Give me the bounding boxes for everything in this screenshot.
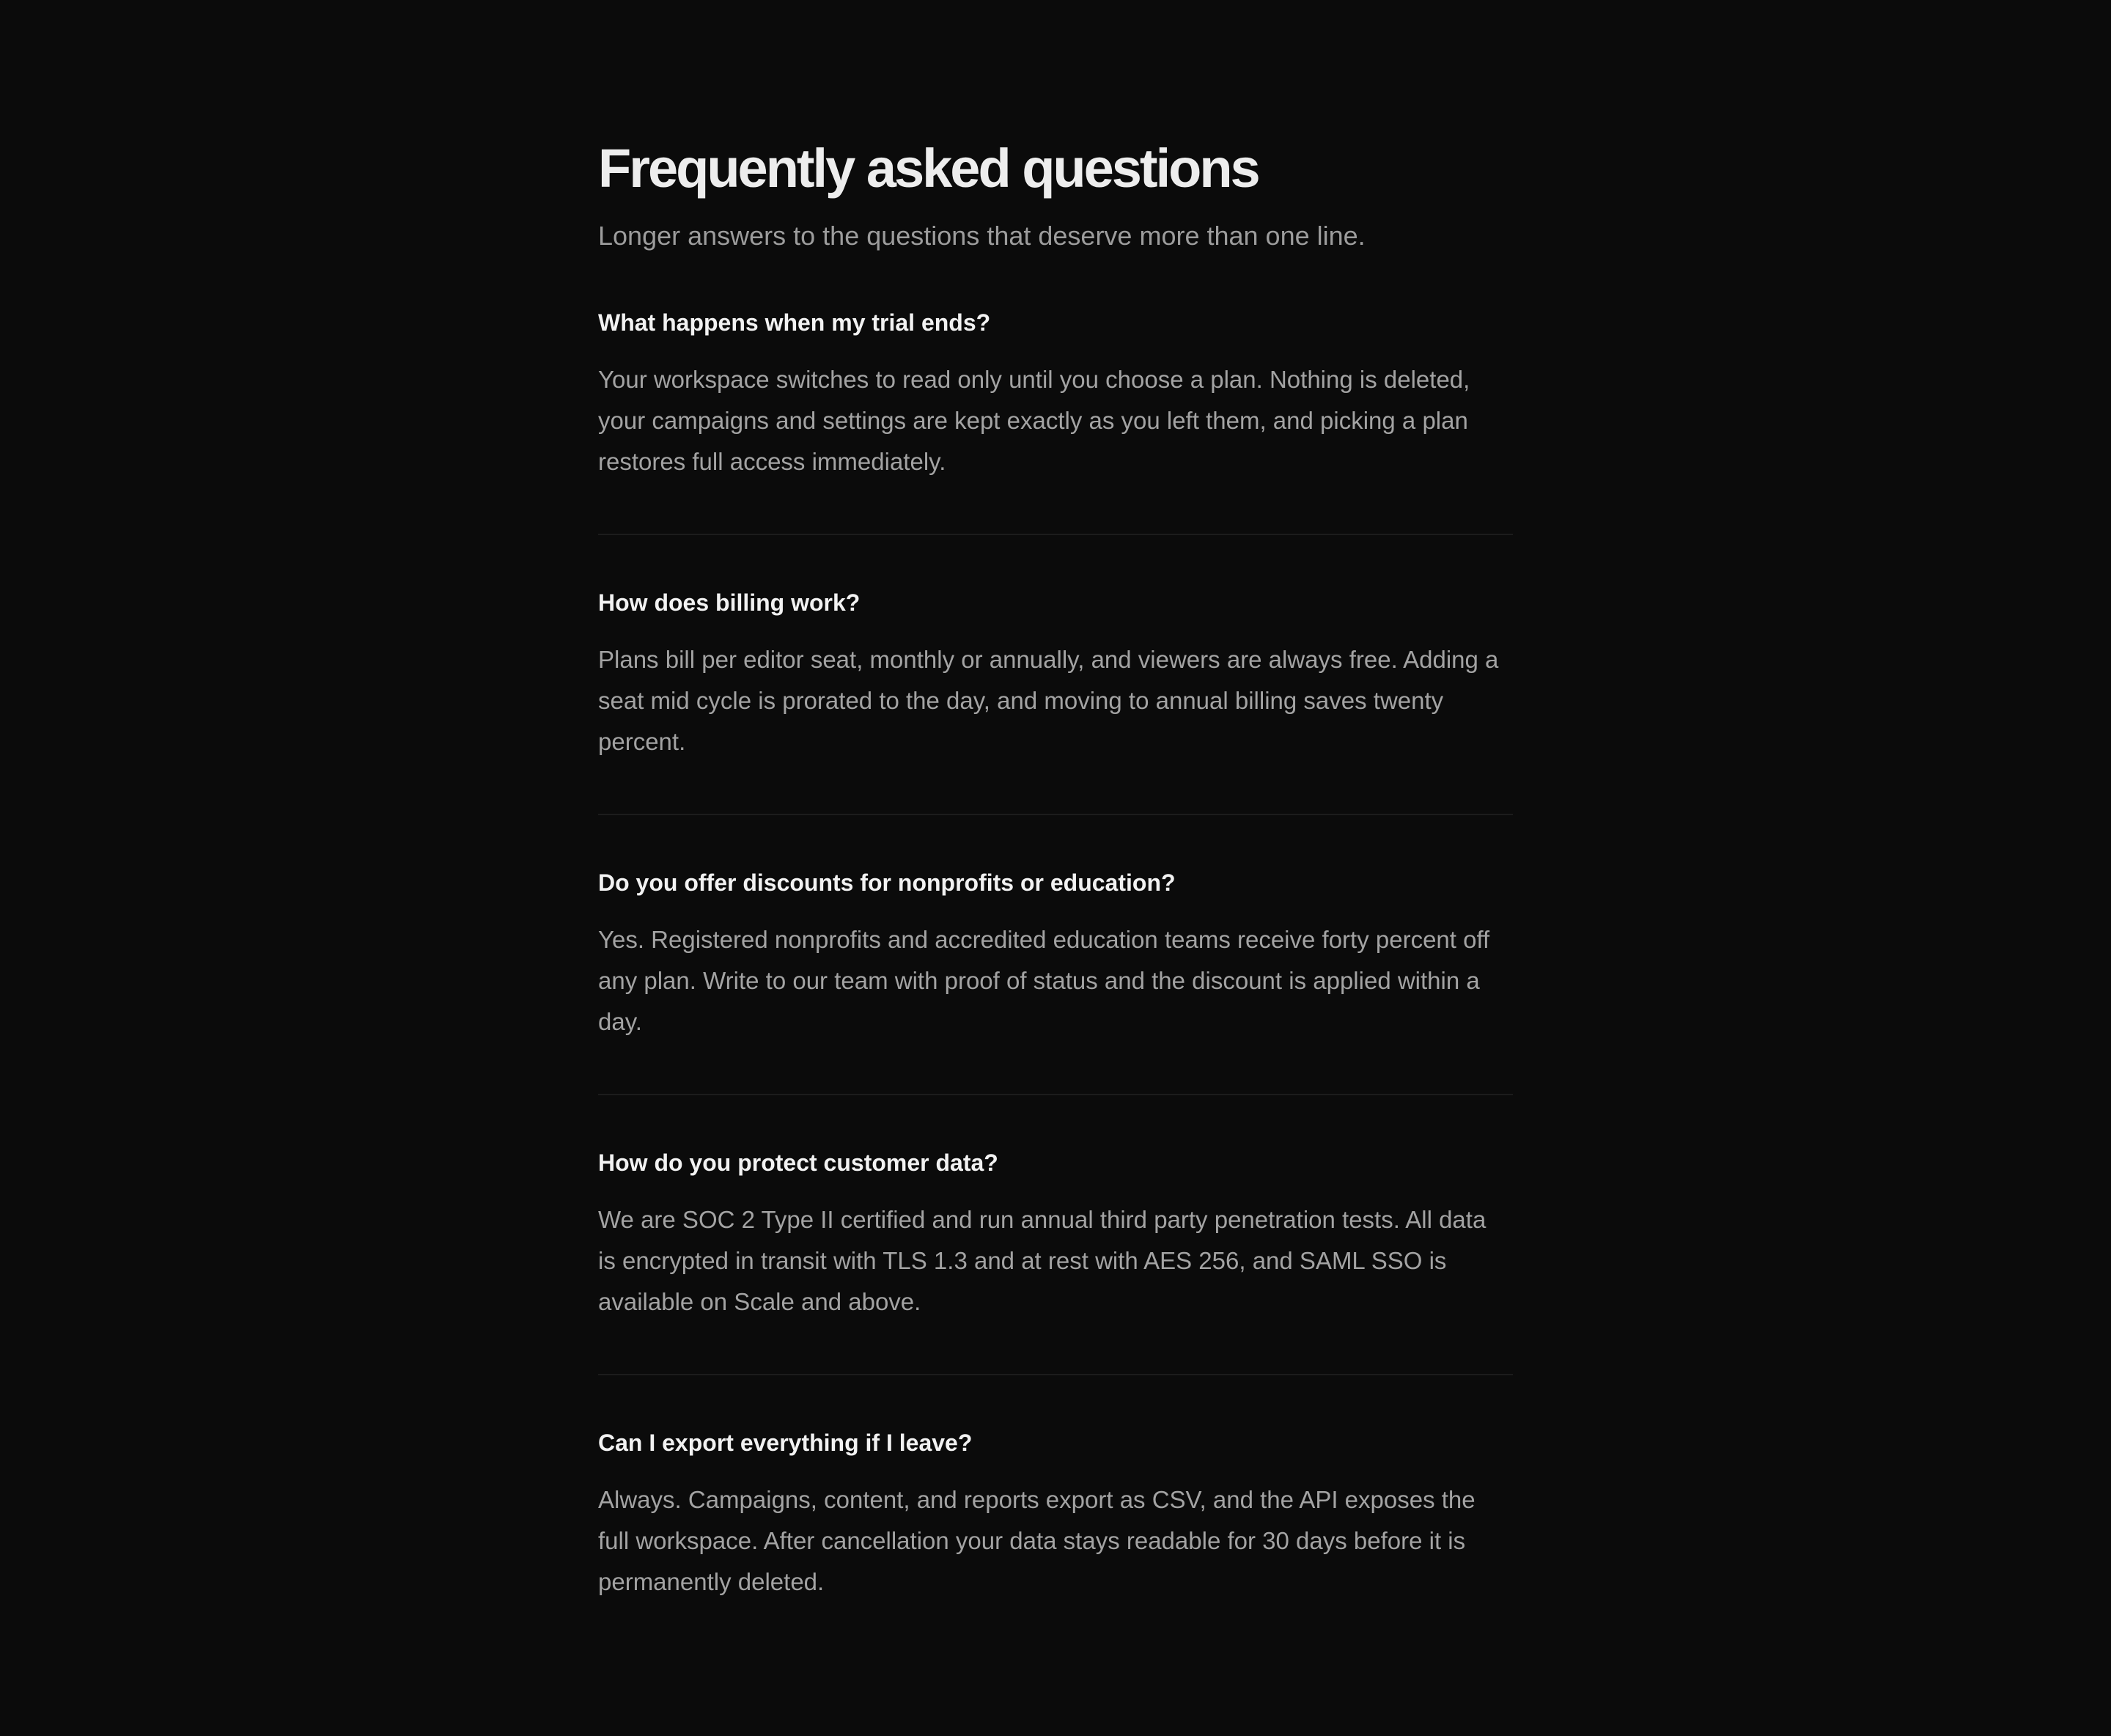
faq-question: Can I export everything if I leave? [598, 1430, 973, 1456]
faq-item-discounts [598, 867, 1513, 1095]
faq-section [598, 136, 1513, 1603]
faq-item-export [598, 1427, 1513, 1603]
faq-answer: Plans bill per editor seat, monthly or annually, and viewers are always free. Adding a seat mid cycle is prorated to the day, and moving to annual billing saves twenty percent. [598, 646, 1499, 755]
faq-item-data-protection [598, 1147, 1513, 1375]
page-subtitle: Longer answers to the questions that deserve more than one line. [598, 221, 1366, 251]
faq-question: What happens when my trial ends? [598, 309, 991, 336]
faq-question: How do you protect customer data? [598, 1150, 998, 1176]
faq-question: Do you offer discounts for nonprofits or education? [598, 869, 1176, 896]
faq-item-trial [598, 306, 1513, 535]
faq-answer: Yes. Registered nonprofits and accredited education teams receive forty percent off any plan. Write to our team with proof of status and the discount is applied within a day. [598, 926, 1490, 1035]
faq-list [598, 306, 1513, 1603]
faq-answer: Your workspace switches to read only until you choose a plan. Nothing is deleted, your campaigns and settings are kept exactly as you left them, and picking a plan restores full access immediately. [598, 366, 1470, 475]
page-title: Frequently asked questions [598, 138, 1259, 199]
faq-item-billing [598, 586, 1513, 815]
faq-answer: We are SOC 2 Type II certified and run annual third party penetration tests. All data is encrypted in transit with TLS 1.3 and at rest with AES 256, and SAML SSO is available on Scale and above. [598, 1206, 1486, 1315]
faq-question: How does billing work? [598, 589, 861, 616]
faq-answer: Always. Campaigns, content, and reports export as CSV, and the API exposes the full workspace. After cancellation your data stays readable for 30 days before it is permanently deleted. [598, 1486, 1476, 1595]
